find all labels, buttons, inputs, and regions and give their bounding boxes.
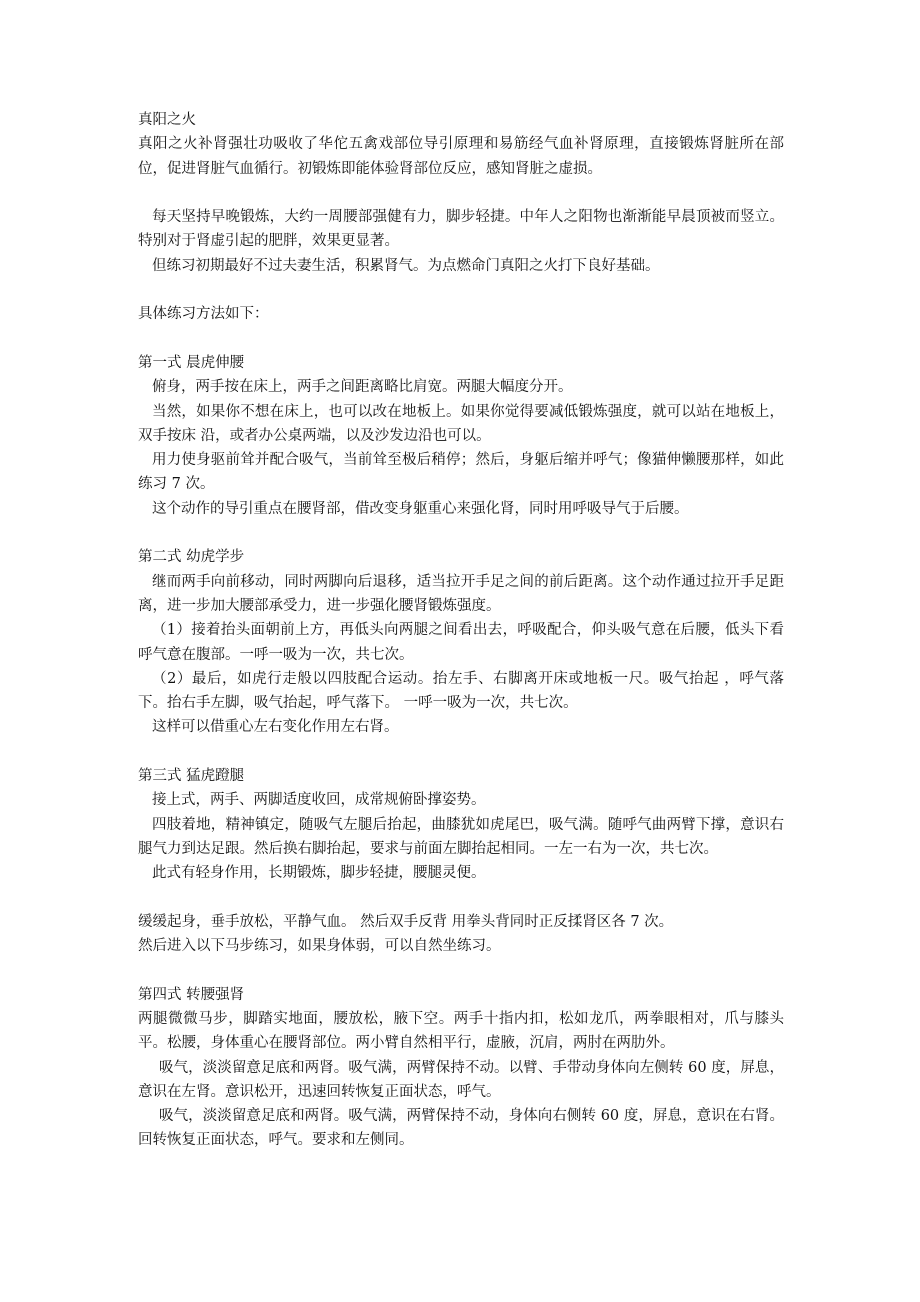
section-2-paragraph: （2）最后，如虎行走般以四肢配合运动。抬左手、右脚离开床或地板一尺。吸气抬起 ，呼气落下。抬右手左脚，吸气抬起，呼气落下。 一呼一吸为一次，共七次。	[138, 670, 784, 712]
section-1-paragraph: 俯身，两手按在床上，两手之间距离略比肩宽。两腿大幅度分开。	[152, 379, 573, 396]
spacer	[138, 740, 784, 764]
section-4-paragraph: 吸气，淡淡留意足底和两肾。吸气满，两臂保持不动，身体向右侧转 60 度，屏息，意识在右肾。回转恢复正面状态，呼气。要求和左侧同。	[138, 1108, 784, 1149]
section-2-paragraph: 继而两手向前移动，同时两脚向后退移，适当拉开手足之间的前后距离。这个动作通过拉开手足距离，进一步加大腰部承受力，进一步强化腰肾锻炼强度。	[138, 573, 784, 614]
section-1-paragraph: 用力使身驱前耸并配合吸气，当前耸至极后稍停；然后，身躯后缩并呼气；像猫伸懒腰那样，如此练习 7 次。	[138, 452, 784, 493]
section-3-paragraph: 四肢着地，精神镇定，随吸气左腿后抬起，曲膝犹如虎尾巴，吸气满。随呼气曲两臂下撑，意识右腿气力到达足跟。然后换右脚抬起，要求与前面左脚抬起相同。一左一右为一次，共七次。	[138, 816, 784, 857]
section-2-title: 第二式 幼虎学步	[138, 549, 245, 566]
transition-paragraph: 然后进入以下马步练习，如果身体弱，可以自然坐练习。	[138, 938, 501, 955]
document-body	[138, 108, 784, 1153]
section-2-paragraph: （1）接着抬头面朝前上方，再低头向两腿之间看出去，呼吸配合，仰头吸气意在后腰，低头下看呼气意在腹部。一呼一吸为一次，共七次。	[138, 622, 784, 663]
section-4-title: 第四式 转腰强肾	[138, 986, 245, 1003]
spacer	[138, 181, 784, 205]
section-2-paragraph: 这样可以借重心左右变化作用左右肾。	[152, 719, 399, 736]
section-1-paragraph: 这个动作的导引重点在腰肾部，借改变身躯重心来强化肾，同时用呼吸导气于后腰。	[152, 500, 689, 517]
document-title: 真阳之火	[138, 112, 196, 128]
section-3-title: 第三式 猛虎蹬腿	[138, 768, 245, 785]
section-3-paragraph: 此式有轻身作用，长期锻炼，脚步轻捷，腰腿灵便。	[152, 865, 486, 882]
paragraph-early-practice: 但练习初期最好不过夫妻生活，积累肾气。为点燃命门真阳之火打下良好基础。	[152, 257, 660, 274]
transition-paragraph: 缓缓起身，垂手放松，平静气血。 然后双手反背 用拳头背同时正反揉肾区各 7 次。	[138, 913, 674, 930]
paragraph-daily-practice: 每天坚持早晚锻炼，大约一周腰部强健有力，脚步轻捷。中年人之阳物也渐渐能早晨顶被而竖立。特别对于肾虚引起的肥胖，效果更显著。	[138, 209, 784, 250]
section-4-paragraph: 两腿微微马步，脚踏实地面，腰放松，腋下空。两手十指内扣，松如龙爪，两拳眼相对，爪与膝头平。松腰，身体重心在腰肾部位。两小臂自然相平行，虚腋，沉肩，两肘在两肋外。	[138, 1010, 784, 1052]
section-1-paragraph: 当然，如果你不想在床上，也可以改在地板上。如果你觉得要减低锻炼强度，就可以站在地板上，双手按床 沿，或者办公桌两端，以及沙发边沿也可以。	[138, 403, 784, 444]
spacer	[138, 886, 784, 910]
spacer	[138, 327, 784, 351]
spacer	[138, 278, 784, 302]
section-4-paragraph: 吸气，淡淡留意足底和两肾。吸气满，两臂保持不动。以臂、手带动身体向左侧转 60 度，屏息，意识在左肾。意识松开，迅速回转恢复正面状态，呼气。	[138, 1059, 784, 1100]
spacer	[138, 958, 784, 982]
section-3-paragraph: 接上式，两手、两脚适度收回，成常规俯卧撑姿势。	[152, 792, 486, 809]
intro-paragraph: 真阳之火补肾强壮功吸收了华佗五禽戏部位导引原理和易筋经气血补肾原理，直接锻炼肾脏所在部位，促进肾脏气血循行。初锻炼即能体验肾部位反应，感知肾脏之虚损。	[138, 136, 784, 177]
spacer	[138, 521, 784, 545]
section-1-title: 第一式 晨虎伸腰	[138, 354, 245, 371]
methods-intro: 具体练习方法如下：	[138, 306, 269, 323]
